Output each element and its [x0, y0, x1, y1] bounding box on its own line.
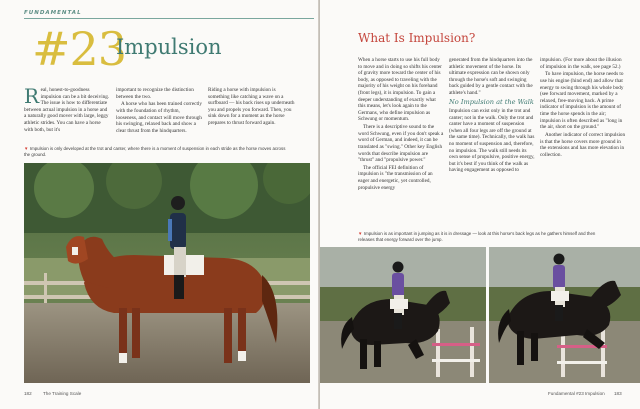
paragraph: important to recognize the distinction between the two.	[116, 87, 194, 100]
paragraph: Another indicator of correct impulsion is that the horse covers more ground in the extensions and has more elevation in collection.	[540, 131, 626, 158]
section-rule	[24, 18, 314, 19]
running-footer: The Training Scale	[42, 391, 82, 396]
paragraph: A horse who has been trained correctly with the foundation of rhythm, looseness, and contact will move through his swinging, relaxed back and show a clear thrust from the hindquarters.	[116, 101, 202, 134]
caption-text: Impulsion is only developed at the trot and canter, where there is a moment of suspension in each stride as the horse moves across the ground.	[24, 146, 286, 157]
chapter-title: Impulsion	[116, 35, 222, 59]
paragraph: To have impulsion, the horse needs to use his engine (hind end) and allow that energy to swing through his whole body (see forward movement, marked by a relaxed, free-moving back. A prime indicator of impulsion is the amount of time the horse spends in the air; impulsion is often described as "long in the air, short on the ground."	[540, 71, 624, 131]
photo-dressage-horse	[24, 163, 310, 383]
photo-image	[24, 163, 310, 383]
footer-right	[548, 391, 622, 396]
right-column-3	[540, 57, 626, 159]
paragraph: There is a descriptive sound to the word Schwung, even if you don't speak a word of German, and indeed, it can be translated as "swing." Other key English words that describe impulsion are "thrust" and "propulsive power."	[358, 124, 444, 164]
right-column-1	[358, 57, 444, 192]
left-page	[0, 0, 319, 409]
right-page	[320, 0, 640, 409]
paragraph: generated from the hindquarters into the athletic movement of the horse. Its ultimate expression can be shown only through the horse's soft and swinging back guided by a gentle contact with the athlete's hand."	[449, 57, 533, 96]
photo-image	[320, 247, 486, 383]
triangle-marker-icon: ▼	[24, 146, 29, 151]
left-column-3	[208, 87, 296, 128]
photo-image	[489, 247, 640, 383]
photo-jump-gathering	[320, 247, 486, 383]
page-number: 183	[613, 391, 622, 396]
paragraph: Impulsion can exist only in the trot and canter; not in the walk. Only the trot and canter have a moment of suspension (when all four legs are off the ground at the same time). Technically, the walk has no moment of suspension and, therefore, no impulsion. The walk still needs its own sense of propulsive, positive energy, but it's best if you think of the walk as having engagement as opposed to	[449, 107, 535, 174]
section-heading: What Is Impulsion?	[358, 31, 476, 45]
photo-caption	[358, 231, 598, 242]
paragraph: Riding a horse with impulsion is something like catching a wave on a surfboard — his back rises up underneath you and propels you forward. Then, you sink down for a moment as the horse prepares to thrust forward again.	[208, 87, 295, 126]
chapter-number: #23	[32, 22, 127, 76]
left-column-1	[24, 84, 110, 134]
caption-text: Impulsion is as important in jumping as it is in dressage — look at this horse's back legs as he gathers himself and then releases that energy forward over the jump.	[358, 231, 596, 242]
right-column-2	[449, 57, 535, 175]
section-label: FUNDAMENTAL	[24, 10, 82, 16]
photo-jump-release	[489, 247, 640, 383]
drop-cap: R	[24, 84, 40, 108]
photo-caption	[24, 146, 286, 157]
paragraph	[24, 84, 110, 133]
triangle-marker-icon: ▼	[358, 231, 363, 236]
paragraph: When a horse starts to use his full body to move and in doing so shifts his center of gravity more toward the center of his body, as opposed to traveling with the majority of his weight on his forehand (front legs), it is impulsion. To gain a deeper understanding of exactly what this means, let's look again to the Germans, who define impulsion as Schwung or momentum.	[358, 57, 442, 123]
running-footer: Fundamental #23 Impulsion	[548, 391, 605, 396]
paragraph-text: eal, honest-to-goodness impulsion can be a bit deceiving. The issue is how to differentiate between actual impulsion in a horse and a naturally good mover with large, leggy athletic strides. You can have a horse with both, but it's	[24, 87, 110, 133]
page-number: 182	[24, 391, 32, 396]
footer-left	[24, 391, 81, 396]
subheading: No Impulsion at the Walk	[449, 97, 534, 106]
paragraph: impulsion. (For more about the illusion of impulsion in the walk, see page 52.)	[540, 57, 622, 70]
paragraph: The official FEI definition of impulsion is "the transmission of an eager and energetic, yet controlled, propulsive energy	[358, 164, 433, 191]
left-column-2	[116, 87, 202, 136]
